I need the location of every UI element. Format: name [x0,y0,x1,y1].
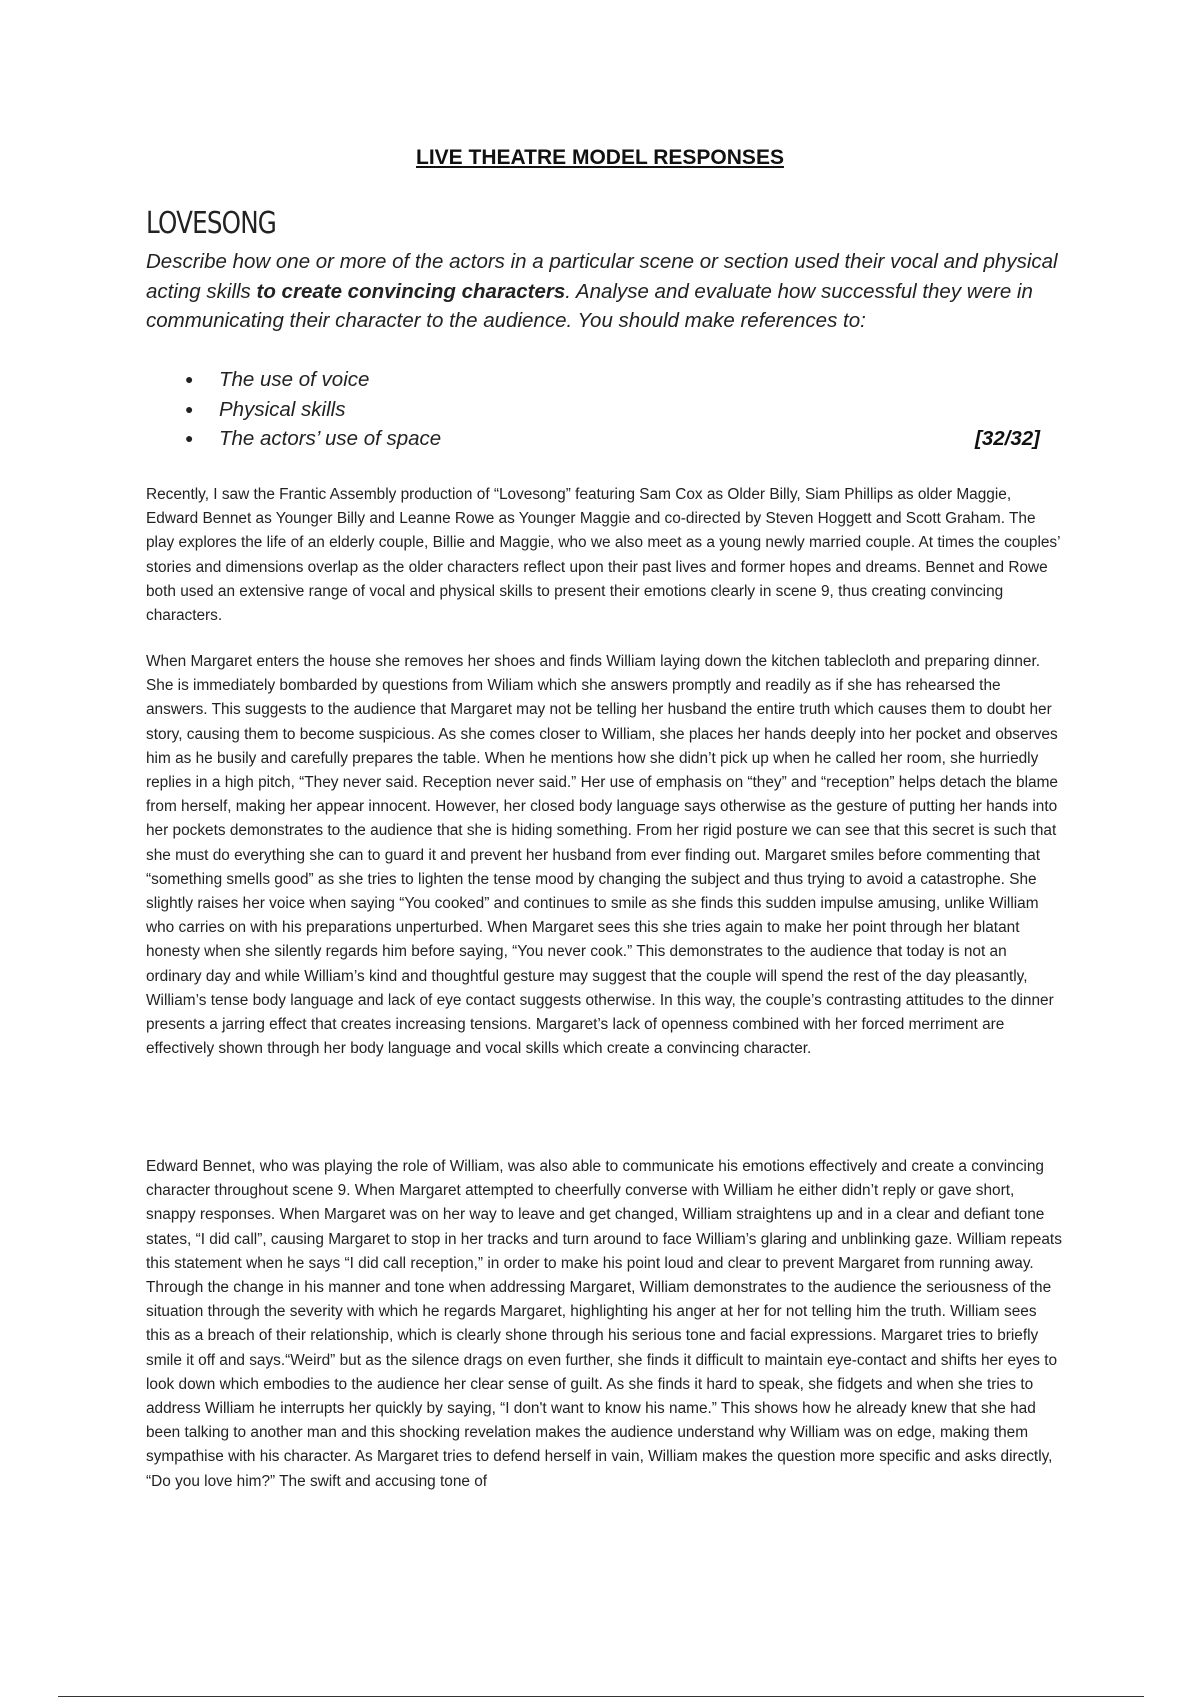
response-paragraph: Recently, I saw the Frantic Assembly production of “Lovesong” featuring Sam Cox as Older Billy, Siam Phillips as older Maggie, Edward Bennet as Younger Billy and Leanne Rowe as Younger Maggie and co-directed by Steven Hoggett and Scott Graham. The play explores the life of an elderly couple, Billie and Maggie, who we also meet as a young newly married couple. At times the couples’ stories and dimensions overlap as the older characters reflect upon their past lives and former hopes and dreams. Bennet and Rowe both used an extensive range of vocal and physical skills to present their emotions clearly in scene 9, thus creating convincing characters. [146,486,1060,625]
bullet-text: The actors’ use of space [219,427,442,450]
question-text-end: . Analyse and evaluate how successful they were in communicating their character to the audience. You should make references to: [146,279,1033,332]
footer-divider [58,1696,1144,1697]
document-title: LIVE THEATRE MODEL RESPONSES [416,146,784,169]
bullet-text: The use of voice [219,368,370,391]
bullet-item [146,365,1046,395]
question-emphasis: to create convincing characters [256,279,566,303]
question-bullet-list [146,365,1046,454]
response-paragraph: Edward Bennet, who was playing the role of William, was also able to communicate his emotions effectively and create a convincing character throughout scene 9. When Margaret attempted to cheerfully converse with William he either didn’t reply or gave short, snappy responses. When Margaret was on her way to leave and get changed, William straightens up and in a clear and defiant tone states, “I did call”, causing Margaret to stop in her tracks and turn around to face William’s glaring and unblinking gaze. William repeats this statement when he says “I did call reception,” in order to make his point loud and clear to prevent Margaret from running away. Through the change in his manner and tone when addressing Margaret, William demonstrates to the audience the seriousness of the situation through the severity with which he regards Margaret, highlighting his anger at her for not telling him the truth. William sees this as a breach of their relationship, which is clearly shone through his serious tone and facial expressions. Margaret tries to briefly smile it off and says.“Weird” but as the silence drags on even further, she finds it difficult to maintain eye-contact and shifts her eyes to look down which embodies to the audience her clear sense of guilt. As she finds it hard to speak, she fidgets and when she tries to address William he interrupts her quickly by saying, “I don't want to know his name.” This shows how he already knew that she had been talking to another man and this shocking revelation makes the audience understand why William was on edge, making them sympathise with his character. As Margaret tries to defend herself in vain, William makes the question more specific and asks directly, “Do you love him?” The swift and accusing tone of [146,1158,1062,1490]
question-text-start: Describe how one or more of the actors in a particular scene or section used their vocal and physical acting skills [146,250,1058,303]
bullet-item [146,424,1046,454]
exam-question [146,247,1066,336]
marks-label: [32/32] [975,427,1040,450]
bullet-icon: ● [185,400,194,417]
play-title: LOVESONG [146,206,277,241]
bullet-item [146,395,1046,425]
response-paragraph: When Margaret enters the house she removes her shoes and finds William laying down the kitchen tablecloth and preparing dinner. She is immediately bombarded by questions from Wiliam which she answers promptly and readily as if she has rehearsed the answers. This suggests to the audience that Margaret may not be telling her husband the entire truth which causes them to doubt her story, causing them to become suspicious. As she comes closer to William, she places her hands deeply into her pocket and observes him as he busily and carefully prepares the table. When he mentions how she didn’t pick up when he called her room, she hurriedly replies in a high pitch, “They never said. Reception never said.” Her use of emphasis on “they” and “reception” helps detach the blame from herself, making her appear innocent. However, her closed body language says otherwise as the gesture of putting her hands into her pockets demonstrates to the audience that she is hiding something. From her rigid posture we can see that this secret is such that she must do everything she can to guard it and prevent her husband from ever finding out. Margaret smiles before commenting that “something smells good” as she tries to lighten the tense mood by changing the subject and thus trying to avoid a catastrophe. She slightly raises her voice when saying “You cooked” and continues to smile as she finds this sudden impulse amusing, unlike William who carries on with his preparations unperturbed. When Margaret sees this she tries again to make her point through her blatant honesty when she silently regards him before saying, “You never cook.” This demonstrates to the audience that today is not an ordinary day and while William’s kind and thoughtful gesture may suggest that the couple will spend the rest of the day pleasantly, William’s tense body language and lack of eye contact suggests otherwise. In this way, the couple’s contrasting attitudes to the dinner presents a jarring effect that creates increasing tensions. Margaret’s lack of openness combined with her forced merriment are effectively shown through her body language and vocal skills which create a convincing character. [146,653,1058,1058]
bullet-icon: ● [185,430,194,446]
bullet-text: Physical skills [219,397,346,421]
bullet-icon: ● [185,371,194,387]
